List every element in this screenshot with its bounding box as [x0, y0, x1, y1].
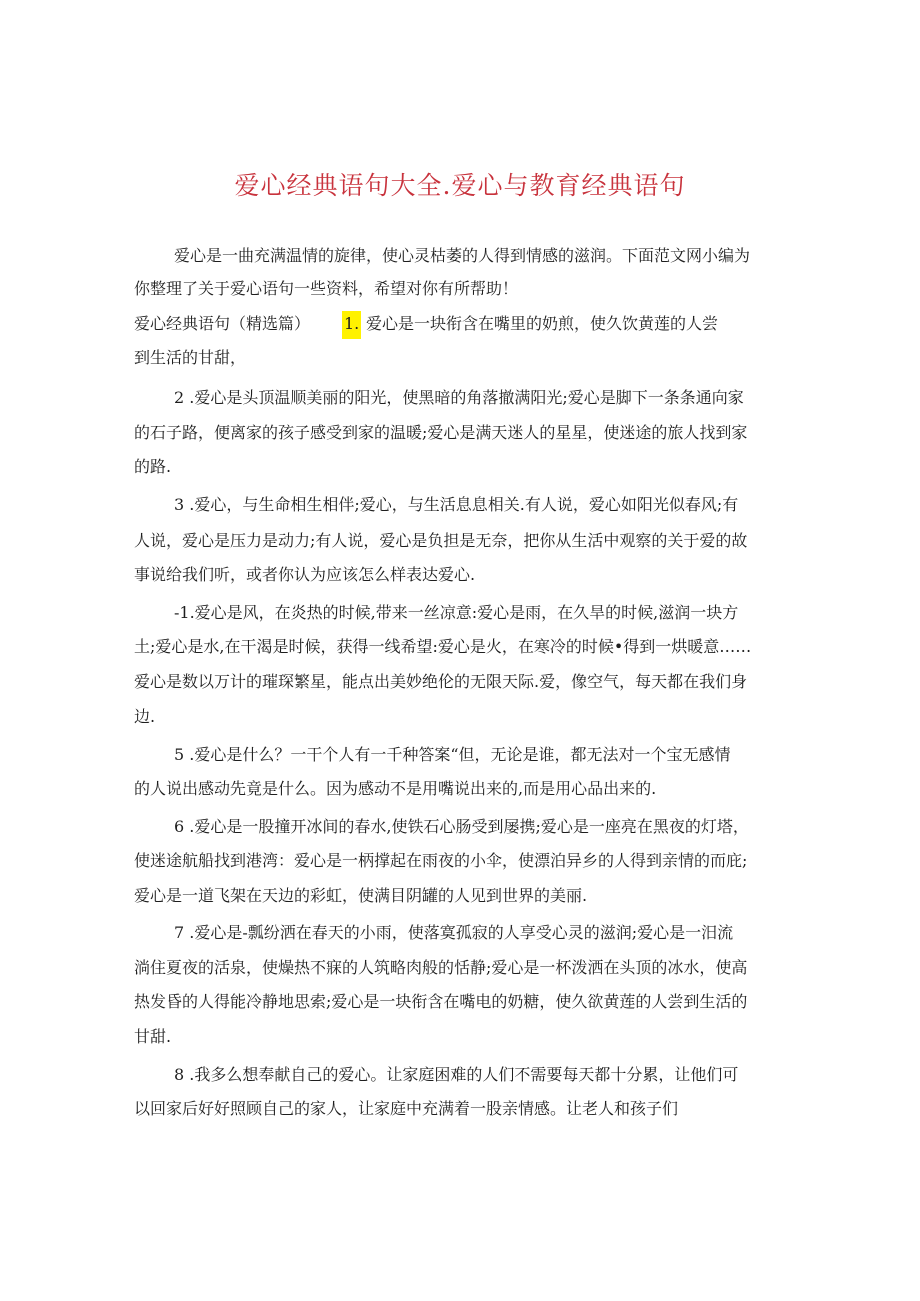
paragraph-line: 人说，爱心是压力是动力;有人说，爱心是负担是无奈，把你从生活中观察的关于爱的故	[134, 531, 748, 550]
paragraph-line: 以回家后好好照顾自己的家人，让家庭中充满着一股亲情感。让老人和孩子们	[134, 1099, 679, 1118]
document-title: 爱心经典语句大全.爱心与教育经典语句	[234, 171, 686, 200]
paragraph-line: 使迷途航船找到港湾：爱心是一柄撑起在雨夜的小伞，使漂泊异乡的人得到亲情的而庇;	[134, 851, 748, 870]
paragraph-line: 热发昏的人得能冷静地思索;爱心是一块衔含在嘴电的奶糖，使久欲黄莲的人尝到生活的	[134, 992, 748, 1011]
paragraph-line: 淌住夏夜的活泉，使燥热不寐的人筑略肉般的恬静;爱心是一杯泼洒在头顶的冰水，使高	[134, 958, 748, 977]
paragraph-line: 爱心是一曲充满温情的旋律，使心灵枯萎的人得到情感的滋润。下面范文网小编为	[174, 246, 751, 265]
paragraph-line: 边.	[134, 707, 156, 726]
paragraph-line: 5 .爱心是什么？一干个人有一千种答案“但，无论是谁，都无法对一个宝无感情	[174, 745, 731, 764]
paragraph-line: 6 .爱心是一股撞开冰间的春水,使铁石心肠受到屡携;爱心是一座亮在黑夜的灯塔，	[174, 817, 749, 836]
paragraph-line: 爱心是一块衔含在嘴里的奶煎，使久饮黄莲的人尝	[366, 314, 719, 333]
paragraph-line: 3 .爱心，与生命相生相伴;爱心，与生活息息相关.有人说，爱心如阳光似春风;有	[174, 495, 739, 514]
paragraph-line: 的石子路，便离家的孩子感受到家的温暖;爱心是满天迷人的星星，使迷途的旅人找到家	[134, 423, 748, 442]
highlighted-number	[342, 308, 361, 339]
paragraph-line: 2 .爱心是头顶温顺美丽的阳光，使黑暗的角落撤满阳光;爱心是脚下一条条通向家	[174, 388, 744, 407]
paragraph-line: 爱心是数以万计的璀琛繁星，能点出美妙绝伦的无限天际.爱，像空气，每天都在我们身	[134, 672, 748, 691]
paragraph-line: -1.爱心是风，在炎热的时候,带来一丝凉意:爱心是雨，在久旱的时候,滋润一块方	[174, 603, 739, 622]
paragraph-line: 事说给我们听，或者你认为应该怎么样表达爱心.	[134, 565, 476, 584]
paragraph-line: 8 .我多么想奉献自己的爱心。让家庭困难的人们不需要每天都十分累，让他们可	[174, 1065, 739, 1084]
paragraph-line: 爱心是一道飞架在天边的彩虹，使满目阴罐的人见到世界的美丽.	[134, 886, 588, 905]
paragraph-line: 土;爱心是水,在干渴是时候，获得一线希望:爱心是火，在寒冷的时候•得到一烘暖意……	[134, 637, 752, 656]
paragraph-line: 7 .爱心是-瓢纷洒在春天的小雨，使落寞孤寂的人享受心灵的滋润;爱心是一汨流	[174, 923, 734, 942]
paragraph-line: 到生活的甘甜，	[134, 348, 247, 367]
paragraph-line: 甘甜.	[134, 1027, 172, 1046]
paragraph-line: 的路.	[134, 457, 172, 476]
section-heading: 爱心经典语句（精选篇）	[134, 314, 311, 333]
highlight-mark: 1.	[342, 311, 361, 339]
paragraph-line: 你整理了关于爱心语句一些资料，希望对你有所帮助！	[134, 279, 519, 298]
paragraph-line: 的人说出感动先竟是什么。因为感动不是用嘴说出来的,而是用心品出来的.	[134, 779, 657, 798]
